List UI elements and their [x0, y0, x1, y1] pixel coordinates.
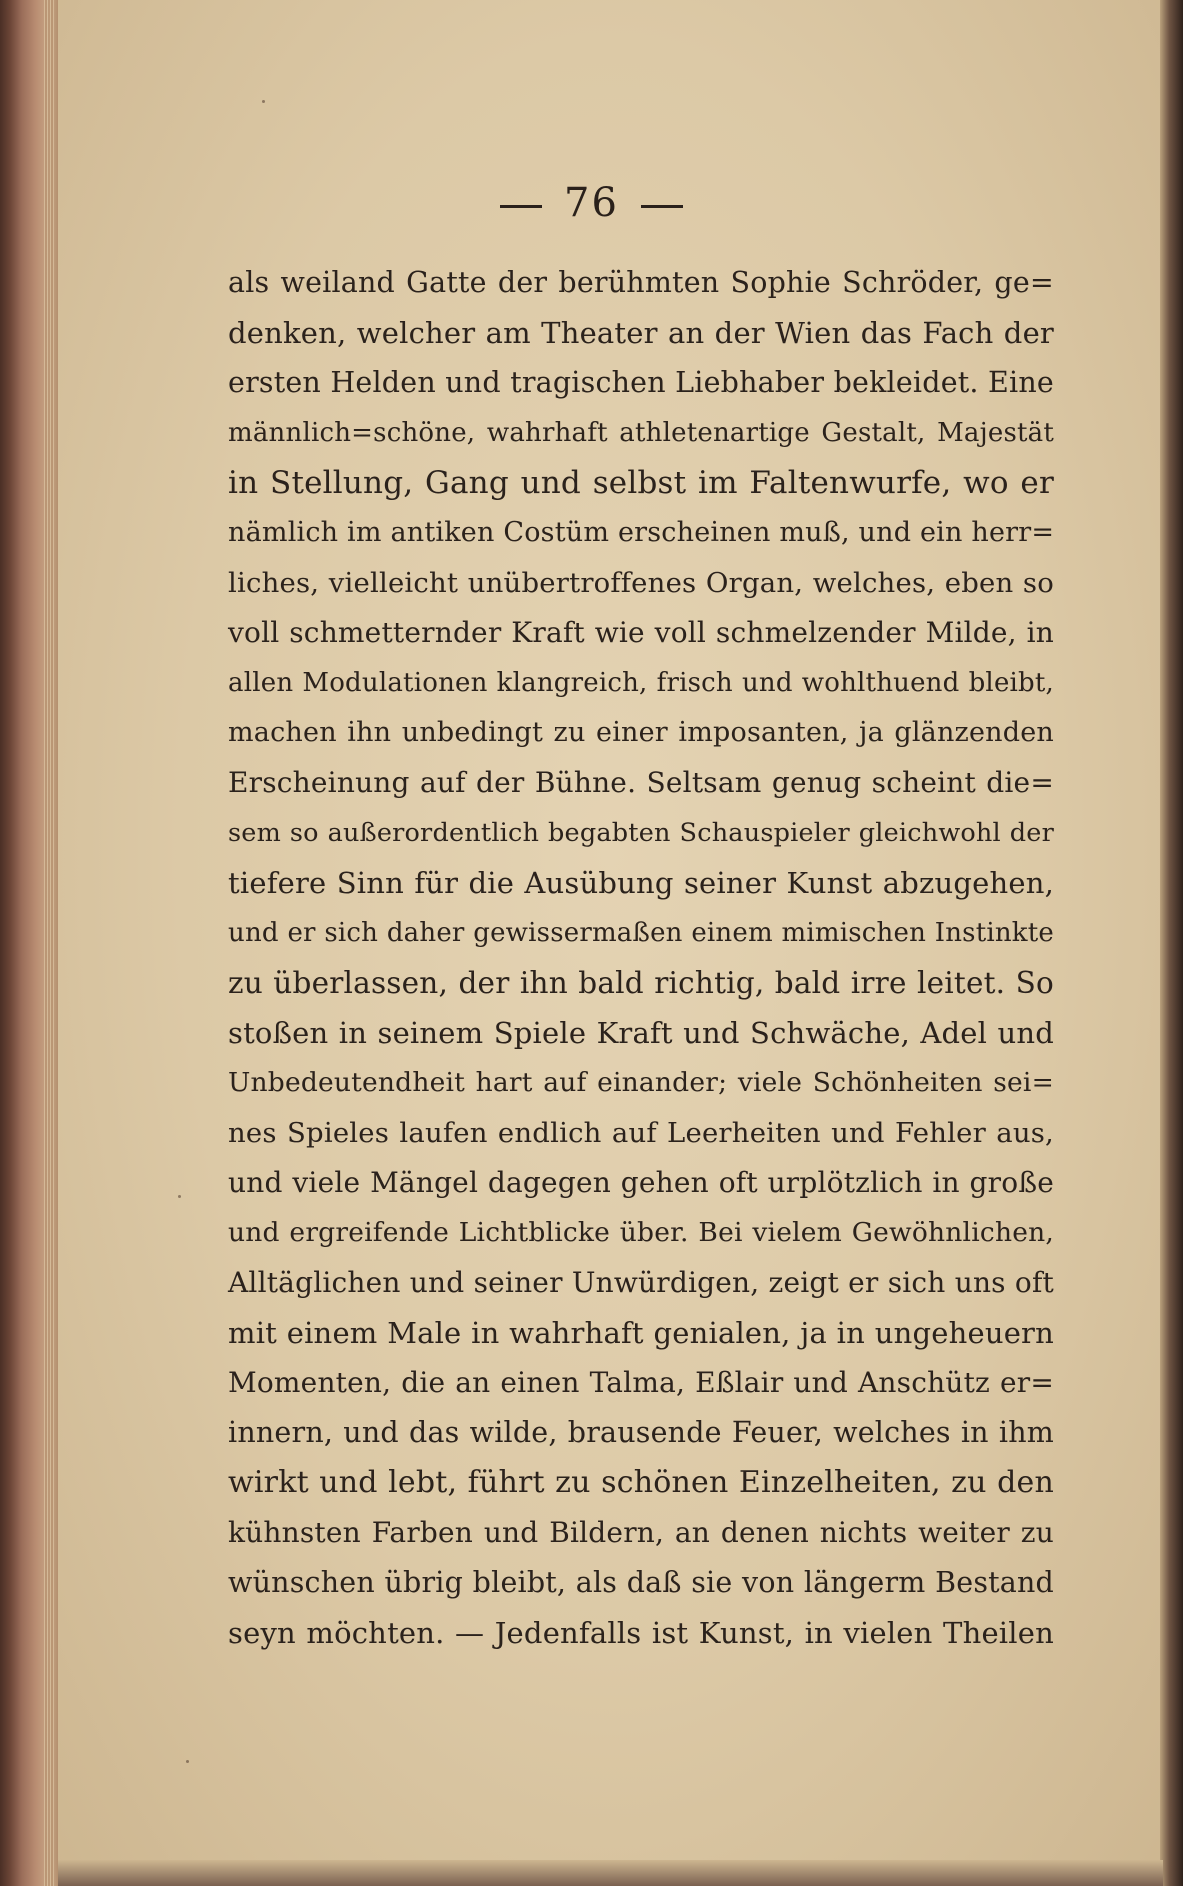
text-line: denken, welcher am Theater an der Wien das Fach der: [228, 316, 1054, 350]
page-header: [0, 180, 1183, 226]
text-line: Erscheinung auf der Bühne. Seltsam genug scheint die=: [228, 766, 1054, 799]
text-line: wünschen übrig bleibt, als daß sie von längerm Bestand: [228, 1566, 1054, 1599]
text-line: allen Modulationen klangreich, frisch und wohlthuend bleibt,: [228, 668, 1054, 698]
text-line: in Stellung, Gang und selbst im Faltenwurfe, wo er: [228, 465, 1054, 501]
text-line: Unbedeutendheit hart auf einander; viele Schönheiten sei=: [228, 1067, 1054, 1098]
text-line: tiefere Sinn für die Ausübung seiner Kunst abzugehen,: [228, 866, 1054, 900]
text-line: Momenten, die an einen Talma, Eßlair und Anschütz er=: [228, 1366, 1054, 1399]
text-line: und er sich daher gewissermaßen einem mimischen Instinkte: [228, 918, 1054, 948]
text-line: sem so außerordentlich begabten Schauspieler gleichwohl der: [228, 818, 1054, 848]
text-line: und ergreifende Lichtblicke über. Bei vielem Gewöhnlichen,: [228, 1217, 1054, 1248]
book-spine-left: [0, 0, 62, 1886]
text-line: zu überlassen, der ihn bald richtig, bald irre leitet. So: [228, 966, 1054, 1000]
text-line: mit einem Male in wahrhaft genialen, ja in ungeheuern: [228, 1316, 1054, 1350]
text-line: und viele Mängel dagegen gehen oft urplötzlich in große: [228, 1166, 1054, 1199]
header-dash-left: [500, 205, 542, 208]
text-line: als weiland Gatte der berühmten Sophie Schröder, ge=: [228, 266, 1054, 299]
text-line: voll schmetternder Kraft wie voll schmelzender Milde, in: [228, 616, 1054, 649]
header-dash-right: [641, 205, 683, 208]
text-line: liches, vielleicht unübertroffenes Organ, welches, eben so: [228, 567, 1054, 599]
text-line: kühnsten Farben und Bildern, an denen nichts weiter zu: [228, 1516, 1054, 1549]
text-line: männlich=schöne, wahrhaft athletenartige Gestalt, Majestät: [228, 418, 1054, 448]
body-text: [228, 258, 1054, 1658]
text-line: nes Spieles laufen endlich auf Leerheiten und Fehler aus,: [228, 1117, 1054, 1149]
paper-speck: [178, 1195, 181, 1198]
page-stack-edge: [44, 0, 54, 1886]
text-line: ersten Helden und tragischen Liebhaber bekleidet. Eine: [228, 366, 1054, 399]
page-bottom-edge: [58, 1860, 1163, 1886]
page-right-edge: [1160, 0, 1183, 1886]
text-line: machen ihn unbedingt zu einer imposanten, ja glänzenden: [228, 717, 1054, 748]
text-line: innern, und das wilde, brausende Feuer, welches in ihm: [228, 1416, 1054, 1449]
paper-speck: [186, 1760, 189, 1763]
page-number: 76: [564, 180, 619, 226]
text-line: Alltäglichen und seiner Unwürdigen, zeigt er sich uns oft: [228, 1266, 1054, 1299]
text-line: wirkt und lebt, führt zu schönen Einzelheiten, zu den: [228, 1465, 1054, 1500]
text-line: stoßen in seinem Spiele Kraft und Schwäche, Adel und: [228, 1016, 1054, 1050]
paper-speck: [262, 100, 265, 103]
text-line: nämlich im antiken Costüm erscheinen muß, und ein herr=: [228, 517, 1055, 548]
text-line: seyn möchten. — Jedenfalls ist Kunst, in vielen Theilen: [228, 1616, 1054, 1650]
